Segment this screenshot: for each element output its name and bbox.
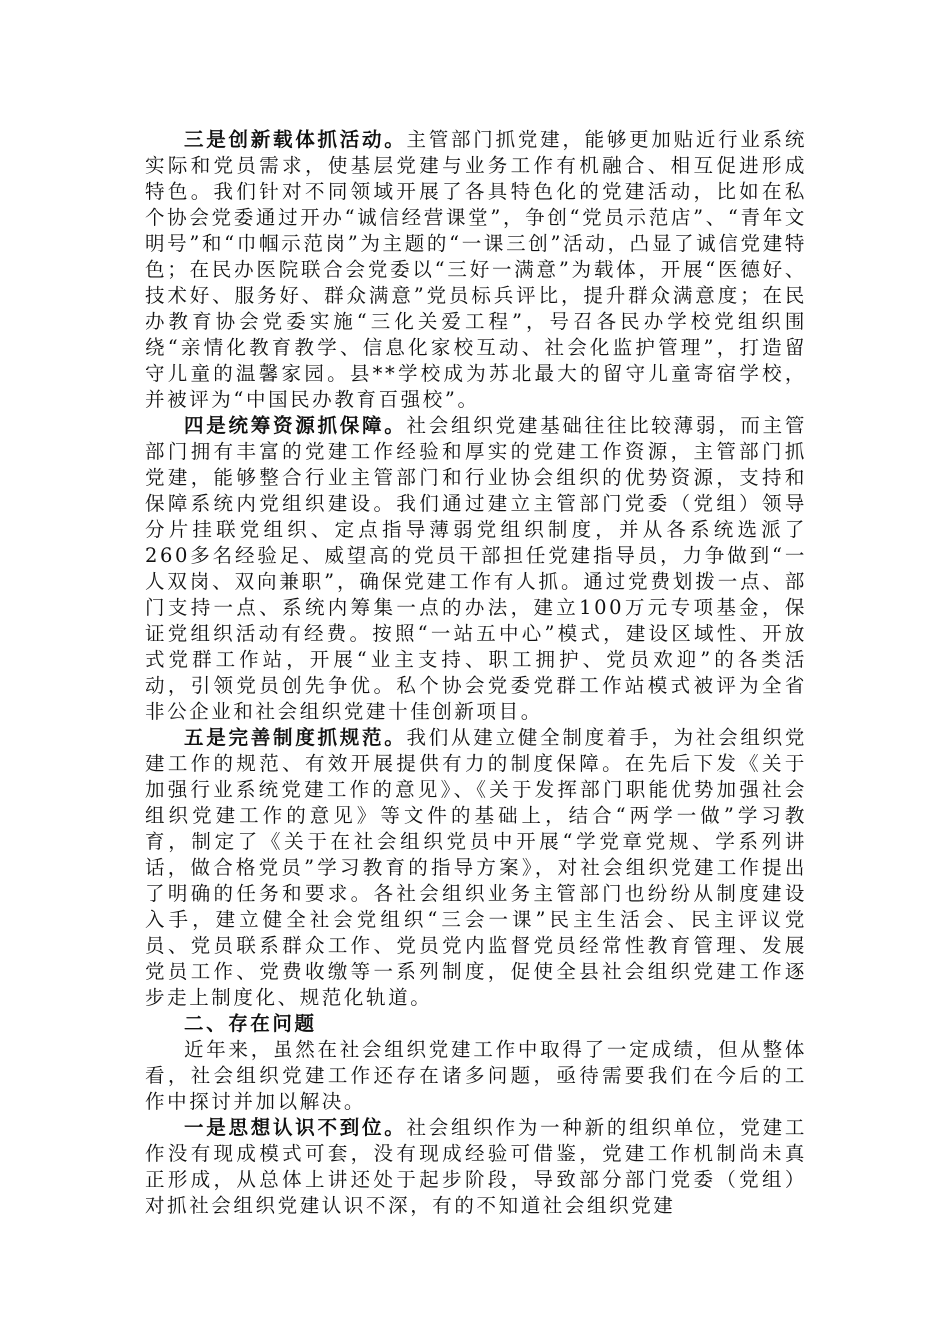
paragraph-text: 社会组织作为一种新的组织单位，党建工作没有现成模式可套，没有现成经验可借鉴，党建工作机制尚未真正形成，从总体上讲还处于起步阶段，导致部分部门党委（党组）对抓社会组织党建认识不深，有的不知道社会组织党建	[145, 1116, 807, 1217]
document-page	[145, 127, 807, 1219]
paragraph-system-standards	[145, 725, 807, 1011]
paragraph-text: 社会组织党建基础往往比较薄弱，而主管部门拥有丰富的党建工作经验和厚实的党建工作资源，主管部门抓党建，能够整合行业主管部门和行业协会组织的优势资源，支持和保障系统内党组织建设。我们通过建立主管部门党委（党组）领导分片挂联党组织、定点指导薄弱党组织制度，并从各系统选派了260多名经验足、威望高的党员干部担任党建指导员，力争做到“一人双岗、双向兼职”，确保党建工作有人抓。通过党费划拨一点、部门支持一点、系统内筹集一点的办法，建立100万元专项基金，保证党组织活动有经费。按照“一站五中心”模式，建设区域性、开放式党群工作站，开展“业主支持、职工拥护、党员欢迎”的各类活动，引领党员创先争优。私个协会党委党群工作站模式被评为全省非公企业和社会组织党建十佳创新项目。	[145, 414, 807, 723]
paragraph-problems-intro: 近年来，虽然在社会组织党建工作中取得了一定成绩，但从整体看，社会组织党建工作还存在诸多问题，亟待需要我们在今后的工作中探讨并加以解决。	[145, 1038, 807, 1113]
paragraph-text: 我们从建立健全制度着手，为社会组织党建工作的规范、有效开展提供有力的制度保障。在先后下发《关于加强行业系统党建工作的意见》、《关于发挥部门职能优势加强社会组织党建工作的意见》等文件的基础上，结合“两学一做”学习教育，制定了《关于在社会组织党员中开展“学党章党规、学系列讲话，做合格党员”学习教育的指导方案》，对社会组织党建工作提出了明确的任务和要求。各社会组织业务主管部门也纷纷从制度建设入手，建立健全社会党组织“三会一课”民主生活会、民主评议党员、党员联系群众工作、党员党内监督党员经常性教育管理、发展党员工作、党费收缴等一系列制度，促使全县社会组织党建工作逐步走上制度化、规范化轨道。	[145, 726, 807, 1009]
paragraph-lead: 四是统筹资源抓保障。	[184, 414, 407, 437]
section-heading-problems: 二、存在问题	[184, 1012, 317, 1035]
paragraph-innovate-activities	[145, 127, 807, 413]
paragraph-lead: 三是创新载体抓活动。	[184, 128, 407, 151]
paragraph-lead: 一是思想认识不到位。	[184, 1116, 407, 1139]
paragraph-problem-awareness	[145, 1115, 807, 1219]
paragraph-resource-guarantee	[145, 413, 807, 725]
paragraph-text: 主管部门抓党建，能够更加贴近行业系统实际和党员需求，使基层党建与业务工作有机融合、相互促进形成特色。我们针对不同领域开展了各具特色化的党建活动，比如在私个协会党委通过开办“诚信经营课堂”，争创“党员示范店”、“青年文明号”和“巾帼示范岗”为主题的“一课三创”活动，凸显了诚信党建特色；在民办医院联合会党委以“三好一满意”为载体，开展“医德好、技术好、服务好、群众满意”党员标兵评比，提升群众满意度；在民办教育协会党委实施“三化关爱工程”，号召各民办学校党组织围绕“亲情化教育教学、信息化家校互动、社会化监护管理”，打造留守儿童的温馨家园。县**学校成为苏北最大的留守儿童寄宿学校，并被评为“中国民办教育百强校”。	[145, 128, 807, 411]
paragraph-lead: 五是完善制度抓规范。	[184, 726, 407, 749]
